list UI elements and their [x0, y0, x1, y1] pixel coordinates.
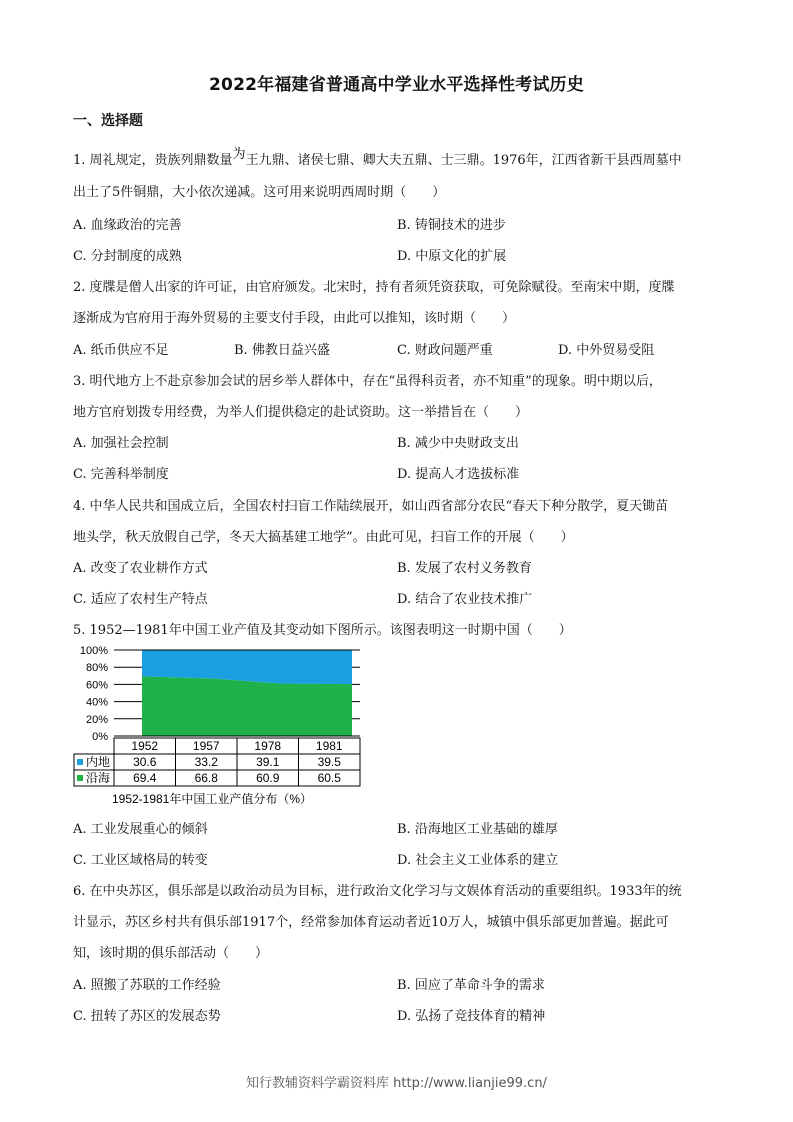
data-label: 39.1: [256, 755, 280, 769]
question-5-option-d[interactable]: D. 社会主义工业体系的建立: [397, 853, 559, 868]
y-tick-label: 40%: [85, 696, 108, 709]
x-category-label: 1952: [131, 739, 159, 753]
question-2-option-d[interactable]: D. 中外贸易受阻: [558, 343, 655, 358]
question-5-option-b[interactable]: B. 沿海地区工业基础的雄厚: [397, 822, 558, 837]
question-3-option-c[interactable]: C. 完善科举制度: [73, 467, 169, 482]
question-2-option-c[interactable]: C. 财政问题严重: [397, 343, 493, 358]
question-4-option-a[interactable]: A. 改变了农业耕作方式: [73, 561, 208, 576]
question-2-line-1: 2. 度牒是僧人出家的许可证，由官府颁发。北宋时，持有者须凭资获取，可免除赋役。至南宋中期，度牒: [73, 280, 675, 295]
question-1-line-1: [73, 149, 682, 168]
question-2-option-b[interactable]: B. 佛教日益兴盛: [234, 343, 330, 358]
y-tick-label: 0%: [92, 731, 108, 743]
x-category-label: 1957: [192, 739, 220, 753]
area-series-coastal: [142, 676, 352, 736]
question-6-option-b[interactable]: B. 回应了革命斗争的需求: [397, 978, 545, 993]
question-1-superscript: 为: [232, 147, 246, 162]
question-4-option-d[interactable]: D. 结合了农业技术推广: [397, 592, 533, 607]
question-6-line-2: 计显示，苏区乡村共有俱乐部1917个，经常参加体育运动者近10万人，城镇中俱乐部更加普遍。据此可: [73, 915, 669, 930]
question-6-line-1: 6. 在中央苏区，俱乐部是以政治动员为目标，进行政治文化学习与文娱体育活动的重要组织。1933年的统: [73, 884, 682, 899]
question-2-line-2: 逐渐成为官府用于海外贸易的主要支付手段，由此可以推知，该时期（ ）: [73, 311, 516, 326]
data-label: 30.6: [133, 755, 157, 769]
question-6-option-a[interactable]: A. 照搬了苏联的工作经验: [73, 978, 221, 993]
data-label: 33.2: [194, 755, 218, 769]
legend-label: 沿海: [86, 771, 111, 785]
question-4-option-c[interactable]: C. 适应了农村生产特点: [73, 592, 208, 607]
data-label: 66.8: [194, 771, 218, 785]
question-3-option-b[interactable]: B. 减少中央财政支出: [397, 436, 519, 451]
question-4-line-2: 地头学，秋天放假自己学，冬天大搞基建工地学”。由此可见，扫盲工作的开展（ ）: [73, 530, 574, 545]
data-label: 60.9: [256, 771, 280, 785]
question-3-line-2: 地方官府划拨专用经费，为举人们提供稳定的赴试资助。这一举措旨在（ ）: [73, 405, 529, 420]
y-tick-label: 80%: [85, 662, 108, 675]
industry-output-chart: [72, 644, 372, 814]
chart-title: 1952-1981年中国工业产值分布（%）: [111, 792, 313, 806]
y-tick-label: 20%: [85, 713, 108, 726]
question-5-option-a[interactable]: A. 工业发展重心的倾斜: [73, 822, 208, 837]
section-heading: 一、选择题: [73, 113, 143, 129]
question-1-option-b[interactable]: B. 铸铜技术的进步: [397, 218, 506, 233]
legend-label: 内地: [86, 755, 111, 769]
y-tick-label: 60%: [85, 679, 108, 692]
question-4-line-1: 4. 中华人民共和国成立后，全国农村扫盲工作陆续展开，如山西省部分农民“春天下种分散学，夏天锄苗: [73, 499, 669, 514]
question-4-option-b[interactable]: B. 发展了农村义务教育: [397, 561, 532, 576]
question-1-option-c[interactable]: C. 分封制度的成熟: [73, 249, 182, 264]
question-6-line-3: 知，该时期的俱乐部活动（ ）: [73, 946, 269, 961]
chart-svg: [72, 644, 372, 814]
question-5-option-c[interactable]: C. 工业区域格局的转变: [73, 853, 208, 868]
page-title: 2022年福建省普通高中学业水平选择性考试历史: [209, 75, 584, 95]
legend-swatch: [77, 775, 83, 781]
question-1-text-a: 1. 周礼规定，贵族列鼎数量: [73, 153, 233, 168]
question-6-option-c[interactable]: C. 扭转了苏区的发展态势: [73, 1009, 221, 1024]
question-1-line-2: 出土了5件铜鼎，大小依次递减。这可用来说明西周时期（ ）: [73, 185, 446, 200]
data-label: 69.4: [133, 771, 157, 785]
legend-swatch: [77, 759, 83, 765]
question-3-option-a[interactable]: A. 加强社会控制: [73, 436, 169, 451]
footer-watermark: 知行教辅资料学霸资料库 http://www.lianjie99.cn/: [246, 1076, 547, 1091]
x-category-label: 1978: [254, 739, 282, 753]
question-1-text-b: 王九鼎、诸侯七鼎、卿大夫五鼎、士三鼎。1976年，江西省新干县西周墓中: [245, 153, 682, 168]
y-tick-label: 100%: [79, 645, 108, 657]
data-label: 60.5: [317, 771, 341, 785]
question-6-option-d[interactable]: D. 弘扬了竞技体育的精神: [397, 1009, 546, 1024]
data-label: 39.5: [317, 755, 341, 769]
question-3-option-d[interactable]: D. 提高人才选拔标准: [397, 467, 520, 482]
question-3-line-1: 3. 明代地方上不赴京参加会试的居乡举人群体中，存在“虽得科贡者，亦不知重”的现象。明中期以后，: [73, 374, 662, 389]
question-5-line-1: 5. 1952—1981年中国工业产值及其变动如下图所示。该图表明这一时期中国（ ）: [73, 623, 572, 638]
question-1-option-a[interactable]: A. 血缘政治的完善: [73, 218, 182, 233]
question-2-option-a[interactable]: A. 纸币供应不足: [73, 343, 169, 358]
question-1-option-d[interactable]: D. 中原文化的扩展: [397, 249, 507, 264]
x-category-label: 1981: [315, 739, 343, 753]
